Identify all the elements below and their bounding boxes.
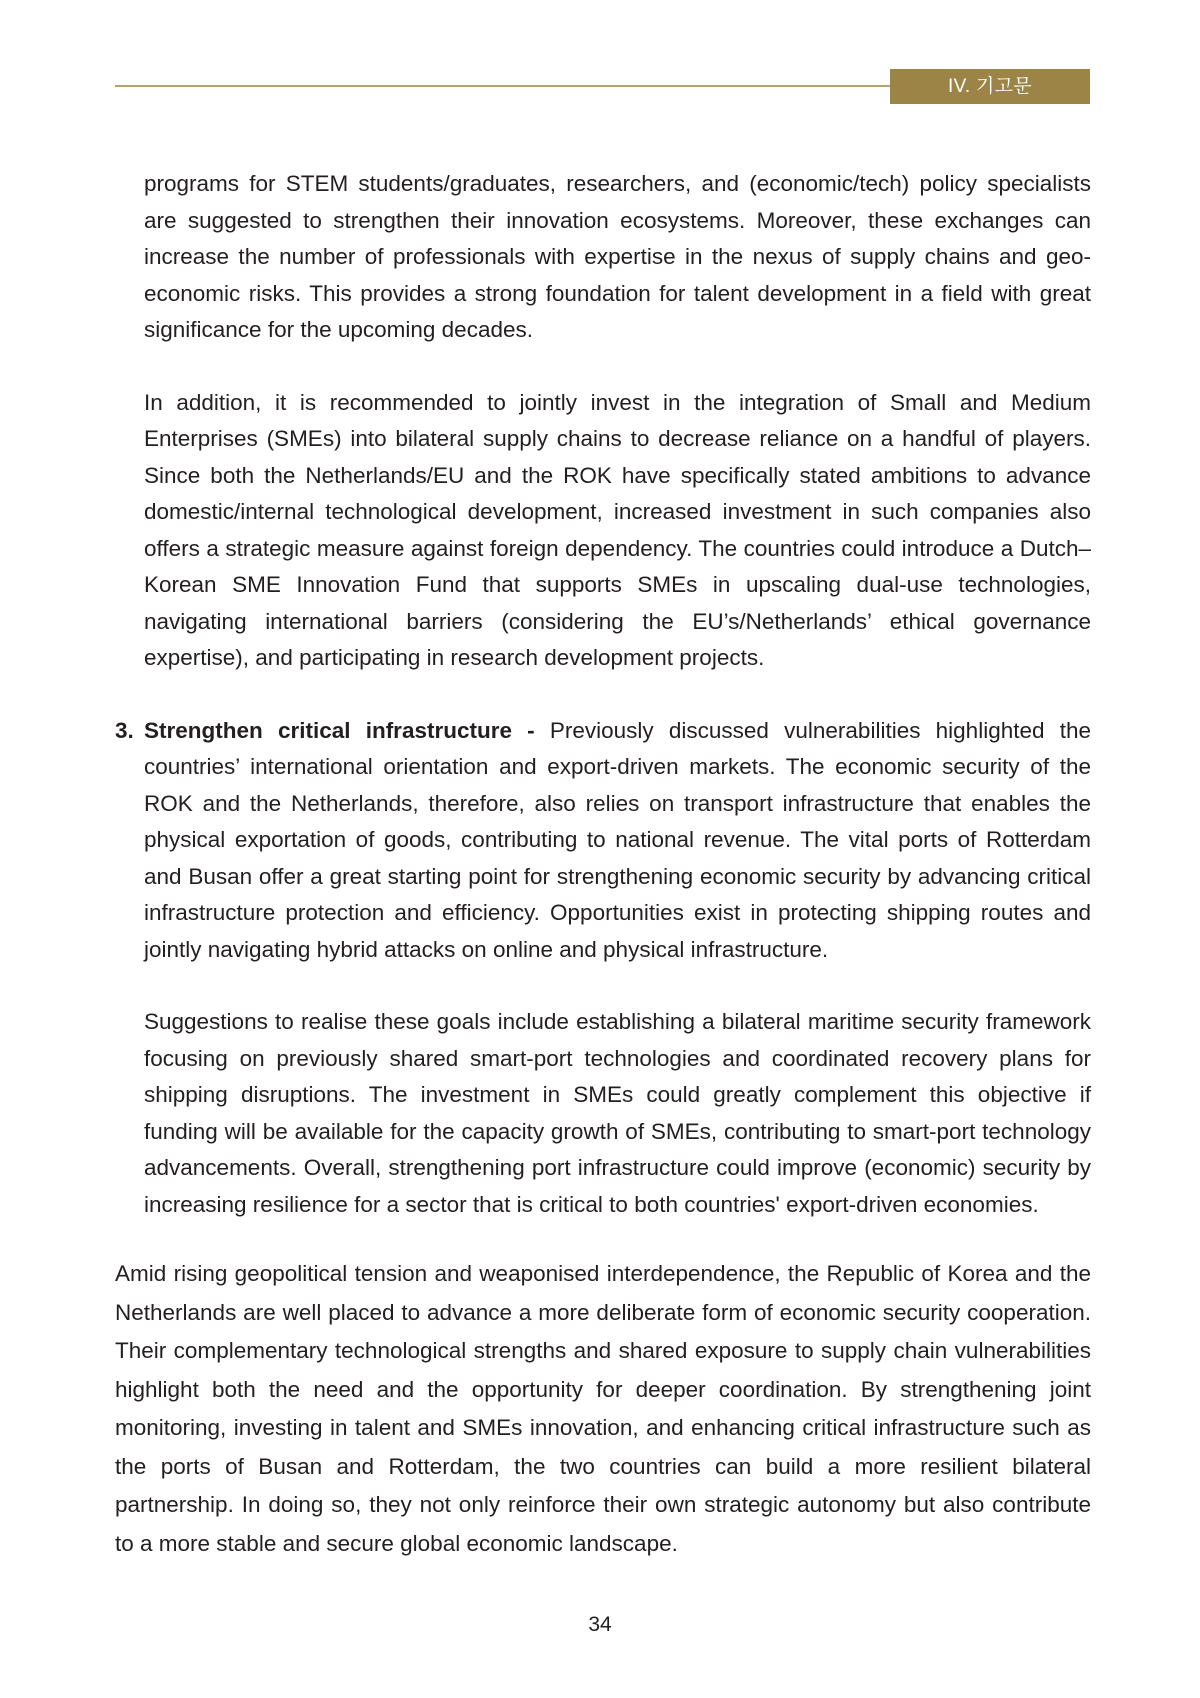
paragraph-spacer xyxy=(115,349,1091,385)
paragraph-maritime-framework: Suggestions to realise these goals include establishing a bilateral maritime security framework focusing on previously shared smart-port technologies and coordinated recovery plans for shipping disruptions. The investment in SMEs could greatly complement this objective if funding will be available for the capacity growth of SMEs, contributing to smart-port technology advancements. Overall, strengthening port infrastructure could improve (economic) security by increasing resilience for a sector that is critical to both countries' export-driven economies. xyxy=(144,1009,1091,1217)
paragraph-spacer xyxy=(115,968,1091,1004)
paragraph-sme-investment: In addition, it is recommended to jointly invest in the integration of Small and Medium Enterprises (SMEs) into bilateral supply chains to decrease reliance on a handful of players. Since both the Netherlands/EU and the ROK have specifically stated ambitions to advance domestic/internal technological development, increased investment in such companies also offers a strategic measure against foreign dependency. The countries could introduce a Dutch–Korean SME Innovation Fund that supports SMEs in upscaling dual-use technologies, navigating international barriers (considering the EU’s/Netherlands’ ethical governance expertise), and participating in research development projects. xyxy=(144,389,1091,670)
list-item-critical-infrastructure xyxy=(115,713,1091,969)
header-divider xyxy=(115,85,890,87)
paragraph-spacer xyxy=(115,1223,1091,1255)
list-item-text: Previously discussed vulnerabilities highlighted the countries’ international orientation and export-driven markets. The economic security of the ROK and the Netherlands, therefore, also relies on transport infrastructure that enables the physical exportation of goods, contributing to national revenue. The vital ports of Rotterdam and Busan offer a great starting point for strengthening economic security by advancing critical infrastructure protection and efficiency. Opportunities exist in protecting shipping routes and jointly navigating hybrid attacks on online and physical infrastructure. xyxy=(144,717,1091,962)
paragraph-conclusion: Amid rising geopolitical tension and weaponised interdependence, the Republic of Korea and the Netherlands are well placed to advance a more deliberate form of economic security cooperation. Their complementary technological strengths and shared exposure to supply chain vulnerabilities highlight both the need and the opportunity for deeper coordination. By strengthening joint monitoring, investing in talent and SMEs innovation, and enhancing critical infrastructure such as the ports of Busan and Rotterdam, the two countries can build a more resilient bilateral partnership. In doing so, they not only reinforce their own strategic autonomy but also contribute to a more stable and secure global economic landscape. xyxy=(115,1261,1091,1556)
paragraph-spacer xyxy=(115,677,1091,713)
list-item-number: 3. xyxy=(115,717,134,743)
list-item-body xyxy=(144,713,1091,969)
page-number: 34 xyxy=(588,1613,612,1636)
section-tag: IV. 기고문 xyxy=(890,69,1090,104)
paragraph-talent-exchange: programs for STEM students/graduates, researchers, and (economic/tech) policy specialists are suggested to strengthen their innovation ecosystems. Moreover, these exchanges can increase the number of professionals with expertise in the nexus of supply chains and geo-economic risks. This provides a strong foundation for talent development in a field with great significance for the upcoming decades. xyxy=(144,171,1091,342)
list-item-heading: Strengthen critical infrastructure - xyxy=(144,717,535,743)
page-body xyxy=(115,166,1091,1563)
